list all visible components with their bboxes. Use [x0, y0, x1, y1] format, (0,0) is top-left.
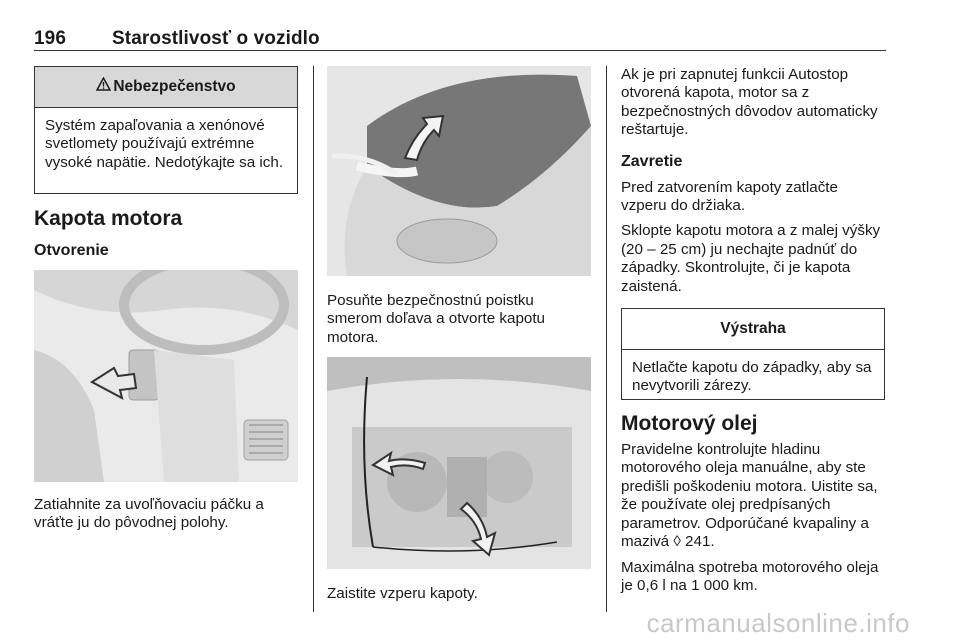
danger-box-header [35, 67, 297, 108]
closing-step-2: Sklopte kapotu motora a z malej výšky (20 – 25 cm) ju nechajte padnúť do západky. Skontrolujte, či je kapota zaistená. [621, 222, 881, 295]
subsection-title-opening: Otvorenie [34, 242, 109, 259]
danger-box-text: Systém zapaľovania a xenónové svetlomety používajú extrémne vysoké napätie. Nedotýkajte sa ich. [45, 117, 284, 171]
header-rule [34, 50, 886, 51]
warning-box [621, 308, 885, 400]
danger-box-title: Nebezpečenstvo [113, 78, 236, 95]
page-header [34, 28, 320, 50]
column-3 [621, 66, 885, 595]
chapter-title: Starostlivosť o vozidlo [112, 28, 320, 49]
hood-latch-illustration [327, 66, 591, 276]
closing-step-1: Pred zatvorením kapoty zatlačte vzperu do držiaka. [621, 178, 838, 215]
warning-box-header: Výstraha [622, 309, 884, 350]
section-title-hood: Kapota motora [34, 207, 183, 230]
hood-prop-caption: Zaistite vzperu kapoty. [327, 585, 478, 603]
page-number: 196 [34, 28, 67, 49]
watermark: carmanualsonline.info [646, 608, 910, 638]
release-lever-illustration [34, 270, 298, 482]
warning-triangle-icon [96, 67, 111, 107]
danger-box [34, 66, 298, 194]
subsection-title-closing: Zavretie [621, 152, 683, 170]
engine-oil-consumption: Maximálna spotreba motorového oleja je 0,6 l na 1 000 km. [621, 558, 879, 594]
column-2 [327, 66, 591, 604]
column-1 [34, 66, 298, 533]
warning-box-text: Netlačte kapotu do západky, aby sa nevytvorili zárezy. [632, 359, 872, 395]
release-lever-caption: Zatiahnite za uvoľňovaciu páčku a vráťte ju do pôvodnej polohy. [34, 496, 264, 532]
section-title-engine-oil: Motorový olej [621, 412, 758, 436]
hood-prop-illustration [327, 357, 591, 569]
autostop-note: Ak je pri zapnutej funkcii Autostop otvorená kapota, motor sa z bezpečnostných dôvodov automaticky reštartuje. [621, 66, 878, 139]
engine-oil-text: Pravidelne kontrolujte hladinu motorového oleja manuálne, aby ste predišli poškodeniu motora. Uistite sa, že používate olej predpísaných parametrov. Odporúčané kvapaliny a mazivá ◊ 241. [621, 441, 878, 551]
column-divider-1 [313, 66, 314, 612]
column-divider-2 [606, 66, 607, 612]
safety-catch-caption: Posuňte bezpečnostnú poistku smerom doľava a otvorte kapotu motora. [327, 292, 546, 346]
